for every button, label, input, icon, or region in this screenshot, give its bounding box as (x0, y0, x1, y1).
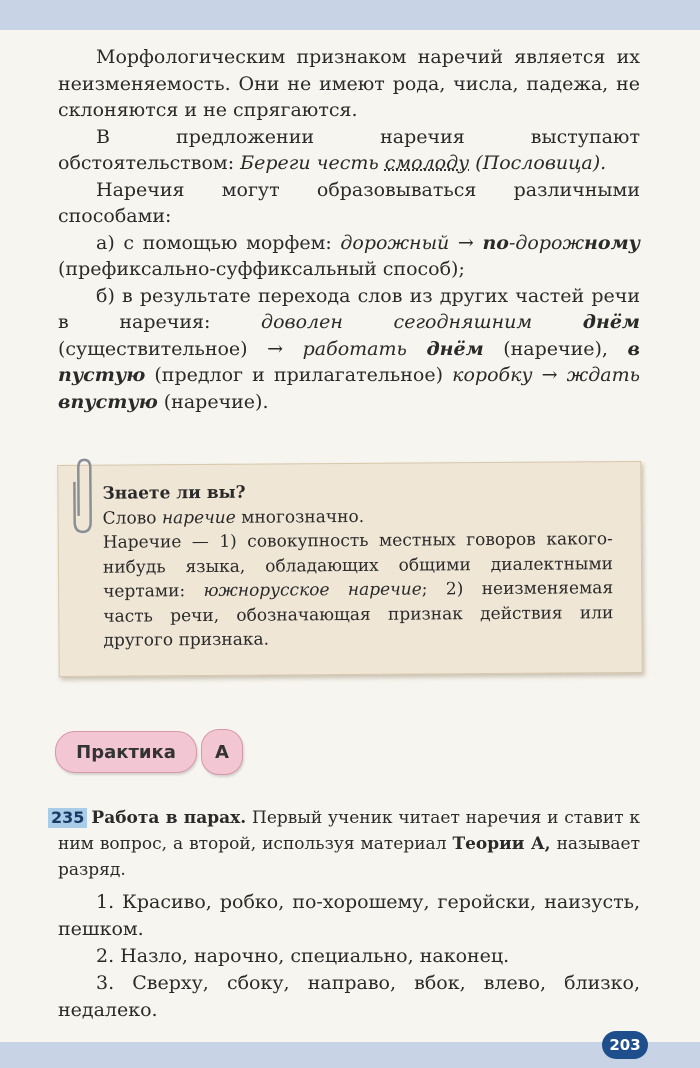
text-span: Первый ученик читает наречия и ставит к ним вопрос, а второй, используя материал (58, 808, 641, 854)
text-span: ; 2) неизменяемая часть речи, обозначающая признак действия или другого признака. (103, 578, 614, 651)
arrow-icon: → (449, 231, 483, 254)
example-text: Береги честь (240, 152, 385, 174)
paperclip-icon (68, 456, 99, 536)
exercise-items (58, 889, 640, 1024)
task-bold: Работа в парах. (91, 808, 247, 828)
top-color-band (0, 0, 700, 30)
arrow-icon: → (532, 364, 567, 386)
example-text: работать (302, 337, 427, 360)
note-line-2 (103, 527, 614, 653)
exercise-item: 1. Красиво, робко, по-хорошему, геройски, наизусть, пешком. (58, 891, 640, 940)
example-text: -дорож (508, 231, 585, 254)
theory-paragraph-5 (58, 283, 640, 416)
morpheme-bold: ному (584, 231, 640, 254)
example-bold: в пустую (58, 337, 640, 386)
exercise-task (51, 805, 641, 883)
text-span: (наречие), (483, 337, 628, 360)
text-span: (предлог и прилагательное) (145, 364, 453, 386)
example-text: дорожный (340, 231, 450, 254)
page-number: 203 (602, 1031, 648, 1059)
example-text: наречие (161, 507, 236, 528)
example-bold: впустую (58, 390, 158, 413)
exercise-item: 2. Назло, нарочно, специально, наконец. (96, 945, 510, 967)
note-line-1 (103, 503, 613, 531)
note-title: Знаете ли вы? (102, 482, 246, 504)
text-span: а) с помощью морфем: (96, 231, 341, 254)
theory-paragraph-2 (58, 124, 640, 177)
example-bold: днём (582, 311, 640, 333)
example-text: ждать (566, 364, 640, 386)
exercise-235 (51, 805, 641, 1024)
text-span: Наречие — 1) совокупность местных говоров какого-нибудь языка, обладающих общими диалектными чертами: (102, 529, 614, 602)
exercise-number: 235 (48, 808, 87, 828)
text-span: Слово (102, 507, 162, 529)
example-text: южнорусское наречие (203, 579, 422, 602)
theory-paragraph-4 (58, 230, 640, 283)
text-span: В предложении наречия выступают обстоятельством: (58, 125, 640, 174)
task-bold: Теории А, (452, 834, 551, 854)
example-text: коробку (452, 364, 533, 386)
source-text: (Пословица). (469, 152, 607, 174)
theory-text (58, 44, 640, 415)
text-span: (наречие). (157, 390, 269, 413)
exercise-item: 3. Сверху, сбоку, направо, вбок, влево, близко, недалеко. (58, 972, 640, 1021)
text-span: (существительное) → (58, 337, 303, 360)
bottom-color-band (0, 1042, 700, 1068)
example-text: доволен сегодняшним (261, 311, 583, 333)
theory-paragraph-3: Наречия могут образовываться различными способами: (58, 178, 640, 227)
example-bold: днём (426, 337, 484, 360)
text-span: (префиксально-суффиксальный способ); (58, 258, 465, 280)
underlined-adverb: смолоду (384, 152, 470, 174)
practice-label: Практика (55, 731, 197, 773)
morpheme-bold: по (482, 231, 509, 254)
note-content (102, 478, 613, 653)
text-span: называет разряд. (58, 834, 641, 880)
text-span: многозначно. (235, 506, 365, 528)
did-you-know-note (57, 461, 642, 677)
practice-level-letter: А (201, 729, 243, 775)
text-span: б) в результате перехода слов из других частей речи в наречия: (58, 284, 640, 333)
theory-paragraph-1: Морфологическим признаком наречий является их неизменяемость. Они не имеют рода, числа, падежа, не склоняются и не спрягаются. (58, 46, 640, 121)
